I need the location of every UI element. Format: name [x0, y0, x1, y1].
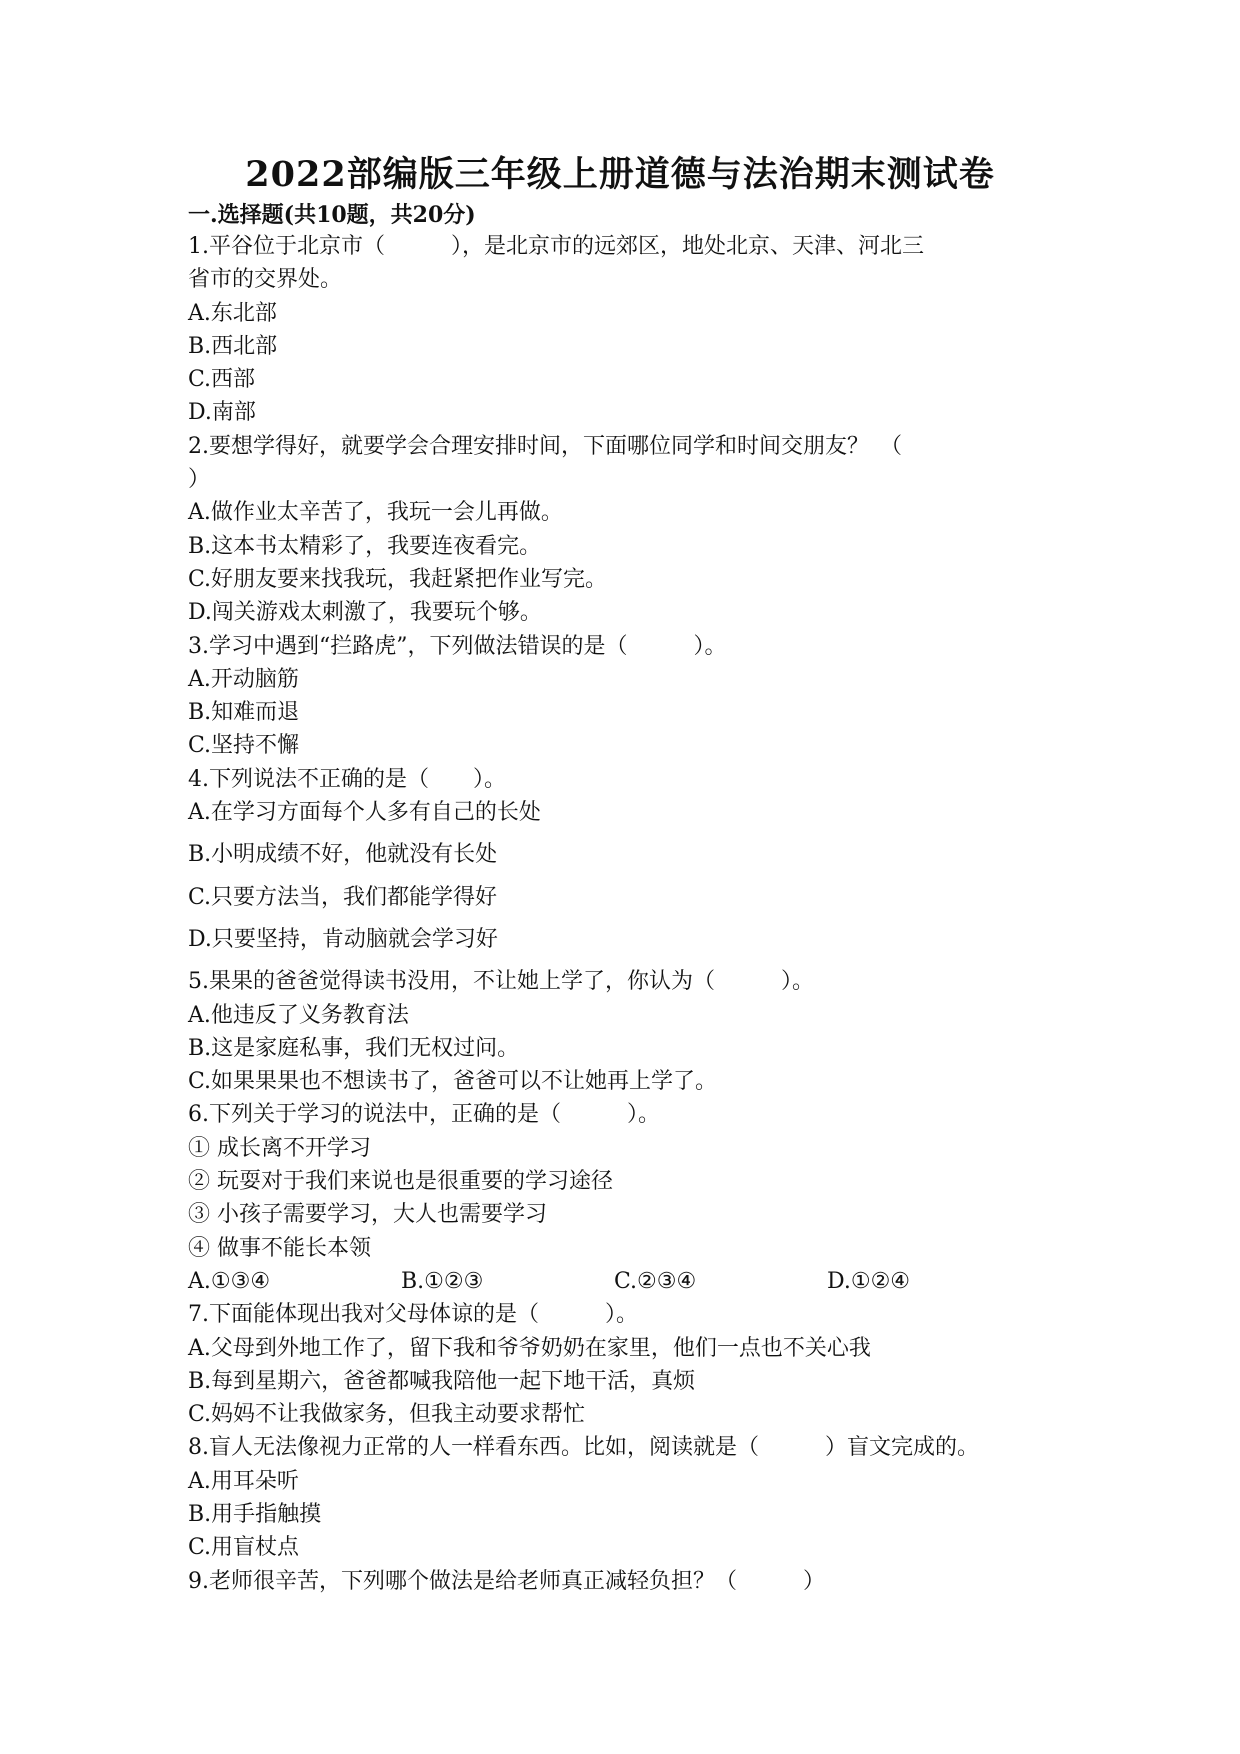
option-a: A.开动脑筋 — [188, 666, 299, 692]
question-stem: 7.下面能体现出我对父母体谅的是（ ）。 — [188, 1302, 638, 1328]
question-8 — [188, 1431, 1068, 1564]
question-stem: 4.下列说法不正确的是（ ）。 — [188, 766, 506, 792]
option-c: C.如果果果也不想读书了，爸爸可以不让她再上学了。 — [188, 1069, 718, 1095]
question-stem: 3.学习中遇到“拦路虎”，下列做法错误的是（ ）。 — [188, 633, 727, 659]
option-d: D.只要坚持，肯动脑就会学习好 — [188, 926, 498, 952]
question-7 — [188, 1298, 1068, 1431]
question-stem: 8.盲人无法像视力正常的人一样看东西。比如，阅读就是（ ）盲文完成的。 — [188, 1435, 979, 1461]
option-b: B.这是家庭私事，我们无权过问。 — [188, 1035, 520, 1061]
question-1 — [188, 230, 1068, 430]
option-a: A.他违反了义务教育法 — [188, 1002, 409, 1028]
option-a: A.东北部 — [188, 300, 277, 326]
option-c: C.妈妈不让我做家务，但我主动要求帮忙 — [188, 1402, 586, 1428]
option-a: A.①③④ — [188, 1268, 271, 1294]
option-d: D.闯关游戏太刺激了，我要玩个够。 — [188, 600, 542, 626]
question-6 — [188, 1098, 1068, 1298]
question-stem: 6.下列关于学习的说法中，正确的是（ ）。 — [188, 1102, 660, 1128]
exam-content — [188, 200, 1068, 1598]
question-stem: 9.老师很辛苦，下列哪个做法是给老师真正减轻负担？（ ） — [188, 1568, 825, 1594]
inline-options — [188, 1265, 1068, 1298]
question-9 — [188, 1565, 1068, 1598]
option-c: C.坚持不懈 — [188, 733, 300, 759]
question-stem-continued: ） — [188, 467, 211, 493]
question-4 — [188, 763, 1068, 956]
question-2 — [188, 430, 1068, 630]
option-c: C.用盲杖点 — [188, 1535, 300, 1561]
document-title: 2022部编版三年级上册道德与法治期末测试卷 — [245, 154, 995, 195]
option-b: B.西北部 — [188, 333, 278, 359]
question-5 — [188, 965, 1068, 1098]
option-c: C.好朋友要来找我玩，我赶紧把作业写完。 — [188, 566, 608, 592]
statement-2: ② 玩耍对于我们来说也是很重要的学习途径 — [188, 1169, 613, 1195]
option-b: B.用手指触摸 — [188, 1501, 322, 1527]
option-d: D.南部 — [188, 400, 256, 426]
section-heading: 一.选择题(共10题，共20分) — [188, 202, 476, 228]
option-c: C.②③④ — [614, 1268, 697, 1294]
option-c: C.西部 — [188, 367, 256, 393]
option-c: C.只要方法当，我们都能学得好 — [188, 884, 498, 910]
option-a: A.做作业太辛苦了，我玩一会儿再做。 — [188, 500, 563, 526]
question-stem: 2.要想学得好，就要学会合理安排时间，下面哪位同学和时间交朋友？ （ — [188, 433, 902, 459]
option-d: D.①②④ — [827, 1268, 911, 1294]
question-stem: 5.果果的爸爸觉得读书没用，不让她上学了，你认为（ ）。 — [188, 969, 814, 995]
question-3 — [188, 630, 1068, 763]
statement-3: ③ 小孩子需要学习，大人也需要学习 — [188, 1202, 547, 1228]
option-a: A.父母到外地工作了，留下我和爷爷奶奶在家里，他们一点也不关心我 — [188, 1335, 871, 1361]
statement-1: ① 成长离不开学习 — [188, 1135, 371, 1161]
option-a: A.用耳朵听 — [188, 1468, 299, 1494]
option-b: B.这本书太精彩了，我要连夜看完。 — [188, 533, 542, 559]
option-a: A.在学习方面每个人多有自己的长处 — [188, 800, 541, 826]
question-stem-continued: 省市的交界处。 — [188, 267, 343, 293]
option-b: B.每到星期六，爸爸都喊我陪他一起下地干活，真烦 — [188, 1368, 696, 1394]
option-b: B.①②③ — [401, 1268, 484, 1294]
option-b: B.知难而退 — [188, 700, 300, 726]
option-b: B.小明成绩不好，他就没有长处 — [188, 842, 498, 868]
statement-4: ④ 做事不能长本领 — [188, 1235, 371, 1261]
question-stem: 1.平谷位于北京市（ ），是北京市的远郊区，地处北京、天津、河北三 — [188, 234, 924, 259]
